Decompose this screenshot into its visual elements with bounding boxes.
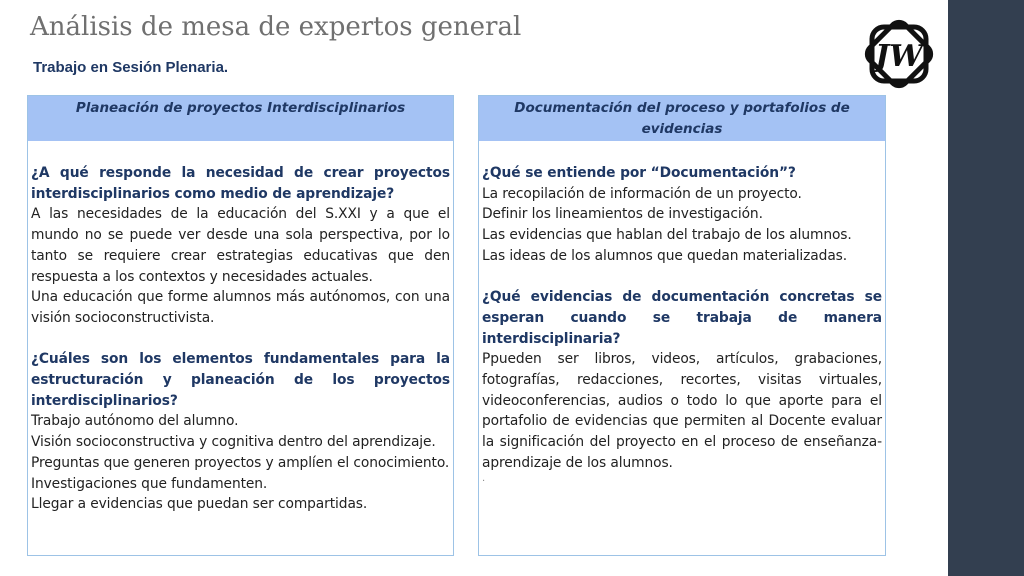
question-1: ¿A qué responde la necesidad de crear proyectos interdisciplinarios como medio de aprendizaje?: [31, 165, 450, 202]
answer-2: Una educación que forme alumnos más autónomos, con una visión socioconstructivista.: [31, 289, 450, 326]
answer-1: A las necesidades de la educación del S.XXI y a que el mundo no se puede ver desde una sola perspectiva, por lo tanto se requiere crear estrategias educativas que den respuesta a los contextos y necesidades actuales.: [31, 206, 450, 285]
logo-monogram-text: JW: [875, 39, 923, 74]
answer-2: Ppueden ser libros, videos, artículos, grabaciones, fotografías, redacciones, recortes, visitas virtuales, videoconferencias, audios o todo lo que aporte para el portafolio de evidencias que permiten al Docente evaluar la significación del proyecto en el proceso de enseñanza-aprendizaje de los alumnos.: [482, 351, 882, 471]
list-item: Definir los lineamientos de investigación.: [482, 206, 763, 223]
list-item: Llegar a evidencias que puedan ser compartidas.: [31, 496, 368, 513]
question-1: ¿Qué se entiende por “Documentación”?: [482, 165, 796, 181]
card-body-planeacion: [28, 141, 453, 515]
jw-monogram-logo: [855, 10, 943, 98]
list-item: Visión socioconstructiva y cognitiva dentro del aprendizaje.: [31, 434, 436, 451]
card-planeacion: [27, 95, 454, 556]
question-2: ¿Qué evidencias de documentación concretas se esperan cuando se trabaja de manera interdisciplinaria?: [482, 289, 882, 347]
slide-title: Análisis de mesa de expertos general: [30, 12, 522, 42]
card-documentacion: [478, 95, 886, 556]
list-item: Las ideas de los alumnos que quedan materializadas.: [482, 247, 848, 264]
card-header-documentacion: Documentación del proceso y portafolios de evidencias: [479, 96, 885, 141]
list-item: Las evidencias que hablan del trabajo de los alumnos.: [482, 227, 852, 244]
slide-subtitle: Trabajo en Sesión Plenaria.: [33, 59, 229, 76]
trailing-dot: .: [482, 472, 486, 484]
card-body-documentacion: [479, 141, 885, 484]
list-item: La recopilación de información de un proyecto.: [482, 185, 802, 202]
question-2: ¿Cuáles son los elementos fundamentales para la estructuración y planeación de los proyectos interdisciplinarios?: [31, 351, 450, 409]
list-item: Trabajo autónomo del alumno.: [31, 413, 239, 430]
list-item: Investigaciones que fundamenten.: [31, 475, 268, 492]
card-header-planeacion: Planeación de proyectos Interdisciplinarios: [28, 96, 453, 141]
right-sidebar-band: [948, 0, 1024, 576]
list-item: Preguntas que generen proyectos y amplíen el conocimiento.: [31, 454, 450, 471]
